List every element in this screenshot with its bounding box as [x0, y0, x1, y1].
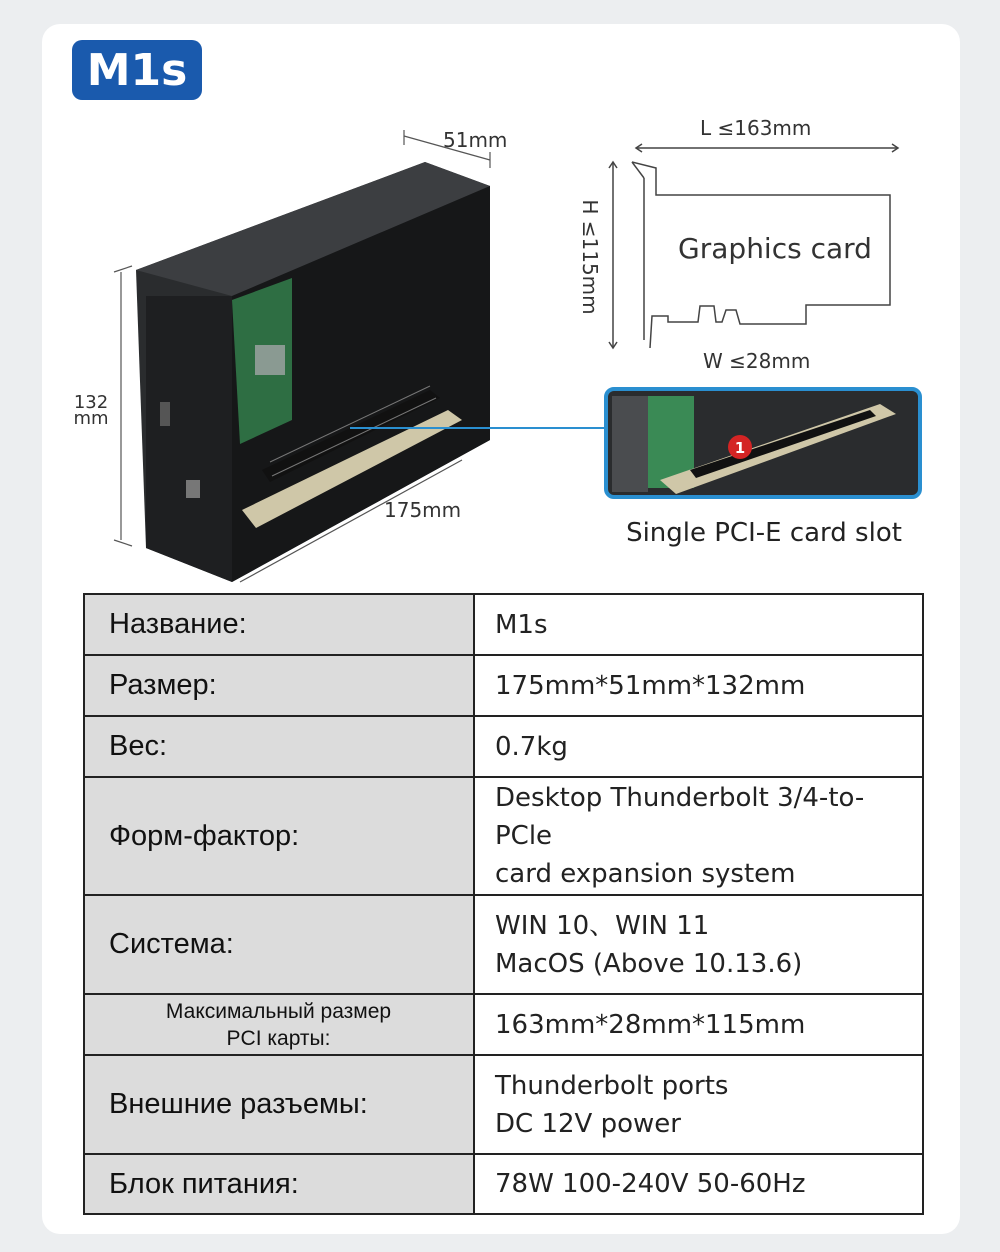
card-width-label: W ≤28mm: [703, 349, 811, 373]
product-diagram: [0, 0, 1000, 590]
spec-value: M1s: [474, 594, 923, 655]
spec-key: Вес:: [84, 716, 474, 777]
slot-caption: Single PCI-E card slot: [626, 518, 902, 548]
spec-key: Размер:: [84, 655, 474, 716]
slot-marker-number: 1: [734, 439, 746, 457]
model-badge: M1s: [72, 40, 202, 100]
table-row: [84, 777, 923, 895]
spec-value: 0.7kg: [474, 716, 923, 777]
spec-value: WIN 10、WIN 11 MacOS (Above 10.13.6): [474, 895, 923, 994]
spec-key: Форм-фактор:: [84, 777, 474, 895]
slot-callout: [606, 389, 920, 497]
table-row: [84, 716, 923, 777]
specs-table: [83, 593, 924, 1215]
graphics-card-label: Graphics card: [678, 232, 872, 265]
spec-key: Система:: [84, 895, 474, 994]
spec-key: Максимальный размер PCI карты:: [84, 994, 474, 1055]
spec-value: 163mm*28mm*115mm: [474, 994, 923, 1055]
length-label: 175mm: [384, 498, 462, 522]
card-height-label: H ≤115mm: [578, 199, 602, 315]
spec-value: Desktop Thunderbolt 3/4-to-PCle card expansion system: [474, 777, 923, 895]
spec-key: Внешние разъемы:: [84, 1055, 474, 1154]
table-row: [84, 895, 923, 994]
card-length-label: L ≤163mm: [700, 116, 812, 140]
height-label: 132 mm: [73, 392, 109, 429]
table-row: [84, 655, 923, 716]
depth-label: 51mm: [443, 128, 508, 152]
table-row: [84, 594, 923, 655]
spec-value: 78W 100-240V 50-60Hz: [474, 1154, 923, 1214]
spec-key: Блок питания:: [84, 1154, 474, 1214]
table-row: [84, 1055, 923, 1154]
table-row: [84, 1154, 923, 1214]
spec-value: 175mm*51mm*132mm: [474, 655, 923, 716]
spec-value: Thunderbolt ports DC 12V power: [474, 1055, 923, 1154]
spec-key: Название:: [84, 594, 474, 655]
table-row: [84, 994, 923, 1055]
